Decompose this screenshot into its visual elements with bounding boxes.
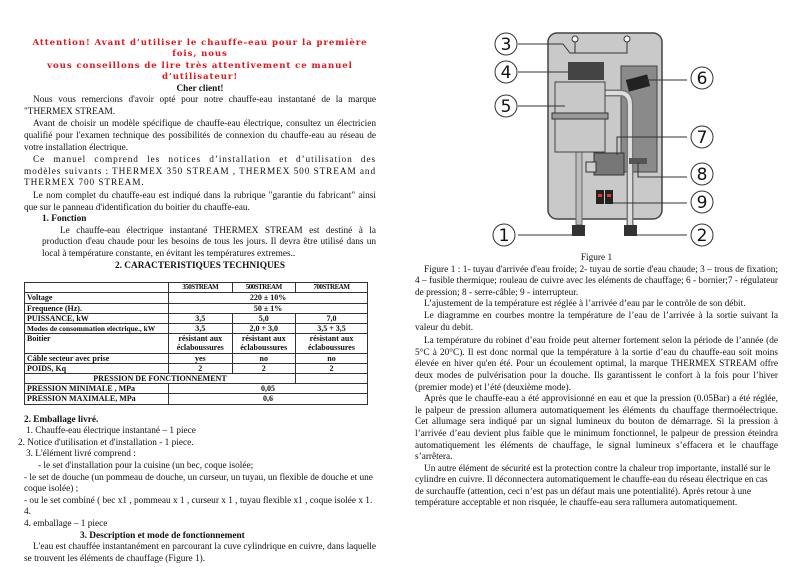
table-cell: no [295, 353, 367, 363]
paragraph: Avant de choisir un modèle spécifique de chauffe-eau électrique, consultez un électricien qualifié pour l'examen technique des possibilités de connexion du chauffe-eau au réseau de votre installation électrique. [24, 119, 376, 153]
table-cell: PUISSANCE, kW [25, 313, 169, 323]
callout-2 [691, 224, 713, 246]
section-heading: 2. Emballage livré. [24, 414, 99, 425]
table-cell: Modes de consommation electrique., kW [25, 323, 169, 333]
table-cell: 2,0 + 3,0 [232, 323, 295, 333]
svg-text:3: 3 [500, 35, 512, 55]
table-cell: 2 [295, 363, 367, 373]
list-item: - le set de douche (un pommeau de douche, un curseur, un tuyau, un flexible de douche et une coque isolée) ; [24, 472, 373, 495]
table-cell: résistant aux éclaboussures [295, 334, 367, 353]
table-row [25, 303, 368, 313]
paragraph: Nous vous remercions d'avoir opté pour notre chauffe-eau instantané de la marque "THERMEX STREAM. [24, 95, 376, 117]
callout-8 [691, 163, 713, 185]
table-header-row [25, 283, 368, 293]
figure-legend: Figure 1 : 1- tuyau d'arrivée d'eau froide; 2- tuyau de sortie d'eau chaude; 3 – trous de fixation; 4 – fusible thermique; rouleau de cuivre avec les eléments de chauffage; 6 - bornier;7 - régulateur de pression; 8 - serre-câble; 9 - interrupteur. [415, 264, 778, 298]
table-cell: 0,6 [169, 394, 368, 404]
section-heading: 2. CARACTERISTIQUES TECHNIQUES [114, 260, 286, 271]
table-cell: 7,0 [295, 313, 367, 323]
list-item: - le set d'installation pour la cuisine (un bec, coque isolée; [38, 460, 254, 471]
table-cell: PRESSION MAXIMALE, MPa [25, 394, 169, 404]
figure-caption: Figure 1 [580, 253, 613, 263]
left-column [18, 38, 376, 565]
thermal-fuse [568, 62, 604, 80]
list-item: 1. Chauffe-eau électrique instantané – 1 piece [26, 426, 196, 437]
svg-text:1: 1 [498, 226, 510, 246]
callout-1 [493, 224, 515, 246]
callout-5 [495, 95, 517, 117]
table-cell: 3,5 [169, 323, 232, 333]
water-heater-diagram [490, 25, 730, 251]
table-cell: Boitier [25, 334, 169, 353]
table-cell: PRESSION DE FONCTIONNEMENT [25, 373, 296, 383]
table-cell: yes [169, 353, 232, 363]
list-item: 3. L'élément livré comprend : [26, 449, 136, 460]
table-cell: 5,0 [232, 313, 295, 323]
paragraph: Après que le chauffe-eau a été approvisionné en eau et que la pression (0.05Bar) a été réglée, le palpeur de pression allumera automatiquement les éléments du chauffage thermoélectrique. Cet allumage sera indiqué par un signal lumineux du bouton de démarrage. Si la pression à l’arrivée d’eau devient plus faible que le minimum fonctionnel, le palpeur de pression éteindra automatiquement les éléments de chauffage, le signal lumineux s’effacera et le chauffage s’arrêtera. [415, 394, 778, 463]
svg-text:5: 5 [500, 97, 512, 117]
table-cell: Câble secteur avec prise [25, 353, 169, 363]
pressure-regulator [594, 153, 624, 175]
right-column [415, 253, 778, 510]
paragraph: Le diagramme en courbes montre la température de l’eau de l’arrivée à la sortie suivant la valeur du debit. [415, 310, 778, 333]
svg-text:7: 7 [696, 128, 708, 148]
table-cell: 700STREAM [295, 283, 367, 293]
table-row [25, 394, 368, 404]
paragraph: Ce manuel comprend les notices d’installation et d’utilisation des modèles suivants : THERMEX 350 STREAM , THERMEX 500 STREAM and THERMEX 700 STREAM. [24, 155, 376, 189]
table-cell: 2 [169, 363, 232, 373]
svg-text:8: 8 [696, 165, 708, 185]
package-list [18, 426, 376, 530]
paragraph: L'eau est chauffée instantanément en parcourant la cuve cylindrique en cuivre, dans laquelle se trouvent les éléments de chauffage (Figure 1). [24, 542, 376, 564]
table-row [25, 363, 368, 373]
table-cell: 0,05 [169, 384, 368, 394]
table-cell: no [232, 353, 295, 363]
warning-line: Attention! Avant d’utiliser le chauffe-eau pour la première fois, nous [32, 38, 368, 60]
table-row [25, 373, 368, 383]
table-row [25, 323, 368, 333]
table-cell: 3,5 + 3,5 [295, 323, 367, 333]
table-row [25, 384, 368, 394]
table-cell: 220 ± 10% [169, 293, 368, 303]
table-cell: POIDS, Kq [25, 363, 169, 373]
callout-6 [691, 67, 713, 89]
paragraph: Le chauffe-eau électrique instantané THERMEX STREAM est destiné à la production d'eau chaude pour les besoins de tous les jours. Il devra être utilisé dans un local à température constante, en évitant les températures extremes.. [42, 225, 376, 259]
table-row [25, 334, 368, 353]
greeting: Cher client! [176, 83, 224, 94]
svg-text:2: 2 [696, 226, 708, 246]
table-row [25, 353, 368, 363]
table-cell: 50 ± 1% [169, 303, 368, 313]
svg-text:6: 6 [696, 69, 708, 89]
list-item: 2. Notice d'utilisation et d'installation - 1 piece. [18, 437, 194, 448]
section-heading: 1. Fonction [42, 214, 87, 225]
table-cell [25, 283, 169, 293]
table-cell: Frequence (Hz). [25, 303, 169, 313]
svg-text:4: 4 [500, 63, 512, 83]
table-cell: PRESSION MINIMALE , MPa [25, 384, 169, 394]
section-heading: 3. Description et mode de fonctionnement [80, 530, 245, 541]
paragraph: Le nom complet du chauffe-eau est indiqué dans la rubrique "garantie du fabricant" ainsi que sur le panneau d'identification du boitier du chauffe-eau. [24, 190, 376, 213]
callout-3 [495, 33, 517, 55]
paragraph: Un autre élément de sécurité est la protection contre la chaleur trop importante, installé sur le cylindre en cuivre. Il déconnectera automatiquement le chauffe-eau du réseau électrique en cas de surchauffe (attention, ceci n’est pas un défaut mais une potentialité). Après retour à une température acceptable et non risquée, le chauffe-eau sera rallumera automatiquement. [415, 463, 771, 509]
callout-4 [495, 61, 517, 83]
table-row [25, 313, 368, 323]
table-cell: 500STREAM [232, 283, 295, 293]
callout-7 [691, 126, 713, 148]
warning-text [24, 38, 376, 84]
specs-table [24, 282, 368, 404]
table-cell: Voltage [25, 293, 169, 303]
list-item: 4. emballage – 1 piece [24, 518, 108, 529]
svg-text:9: 9 [696, 193, 708, 213]
paragraph: La température du robinet d’eau froide peut alterner fortement selon la période de l’année (de 5°C à 20°C). Il est donc normal que la température à la sortie d’eau du chauffe-eau soit moins élevée en hiver qu'en été. Pour un écoulement optimal, la marque THERMEX STREAM offre deux modes de pulvérisation pour la douche. Ils garantissent le confort à la fois pour l’hiver (premier mode) et l’été (deuxième mode). [415, 336, 778, 393]
table-cell: 2 [232, 363, 295, 373]
table-cell: résistant aux éclaboussures [232, 334, 295, 353]
table-cell: 350STREAM [169, 283, 232, 293]
table-cell [295, 373, 367, 383]
callout-9 [691, 191, 713, 213]
table-cell: résistant aux éclaboussures [169, 334, 232, 353]
table-cell: 3,5 [169, 313, 232, 323]
table-row [25, 293, 368, 303]
warning-line: vous conseillons de lire très attentivement ce manuel d’utilisateur! [47, 60, 353, 83]
list-item: - ou le set combiné ( bec x1 , pommeau x 1 , curseur x 1 , tuyau flexible x1 , coque isolée x 1. 4. [24, 495, 373, 518]
paragraph: L’ajustement de la température est réglée à l’arrivée d’eau par le contrôle de son débit. [424, 299, 746, 310]
